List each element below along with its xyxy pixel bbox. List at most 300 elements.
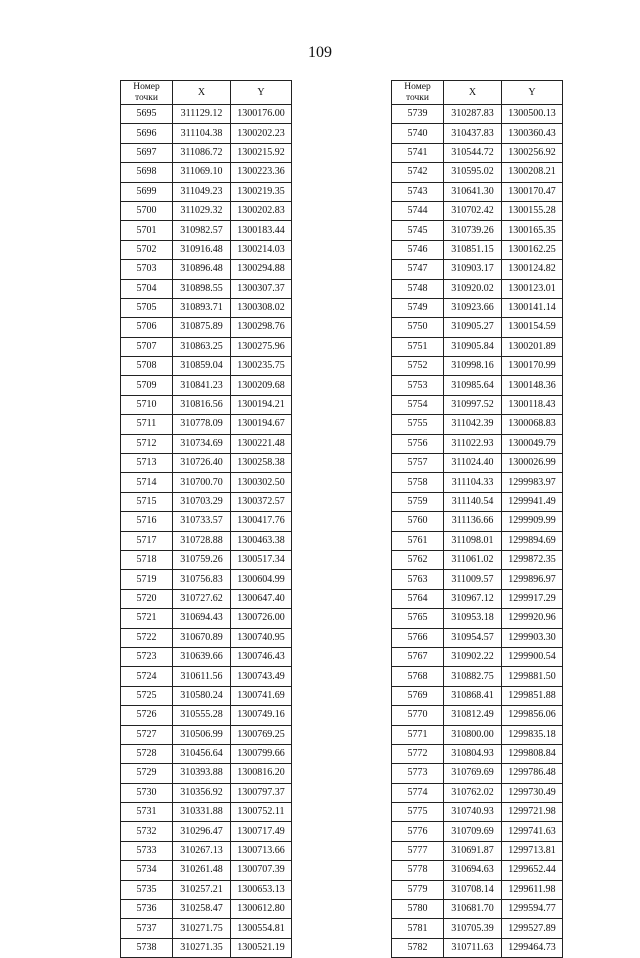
cell-y: 1300517.34 [231,550,292,569]
cell-y: 1299721.98 [502,803,563,822]
header-point-line1: Номер [133,82,160,93]
cell-x: 310544.72 [444,143,502,162]
cell-point-number: 5736 [121,900,173,919]
table-row [121,512,292,531]
cell-point-number: 5701 [121,221,173,240]
cell-y: 1299527.89 [502,919,563,938]
cell-y: 1300165.35 [502,221,563,240]
cell-y: 1300463.38 [231,531,292,550]
cell-y: 1299713.81 [502,841,563,860]
cell-y: 1300749.16 [231,706,292,725]
cell-x: 311009.57 [444,570,502,589]
cell-x: 310287.83 [444,105,502,124]
cell-x: 310896.48 [173,260,231,279]
cell-point-number: 5722 [121,628,173,647]
cell-y: 1300797.37 [231,783,292,802]
cell-point-number: 5761 [392,531,444,550]
cell-x: 311136.66 [444,512,502,531]
table-row [392,298,563,317]
cell-point-number: 5697 [121,143,173,162]
cell-y: 1300154.59 [502,318,563,337]
cell-point-number: 5757 [392,454,444,473]
table-row [121,861,292,880]
cell-point-number: 5754 [392,395,444,414]
cell-y: 1299920.96 [502,609,563,628]
cell-point-number: 5721 [121,609,173,628]
cell-point-number: 5709 [121,376,173,395]
cell-point-number: 5705 [121,298,173,317]
table-row [392,163,563,182]
cell-x: 310261.48 [173,861,231,880]
cell-x: 310670.89 [173,628,231,647]
table-row [392,337,563,356]
cell-point-number: 5728 [121,744,173,763]
cell-x: 310703.29 [173,492,231,511]
table-row [392,124,563,143]
table-row [392,221,563,240]
cell-y: 1300372.57 [231,492,292,511]
cell-point-number: 5696 [121,124,173,143]
cell-x: 310905.27 [444,318,502,337]
cell-x: 310271.75 [173,919,231,938]
cell-y: 1300148.36 [502,376,563,395]
cell-x: 310762.02 [444,783,502,802]
cell-point-number: 5699 [121,182,173,201]
cell-point-number: 5710 [121,395,173,414]
cell-y: 1300308.02 [231,298,292,317]
header-point-line2: точки [405,92,429,103]
cell-point-number: 5762 [392,550,444,569]
table-row [392,803,563,822]
cell-x: 310812.49 [444,706,502,725]
cell-y: 1300653.13 [231,880,292,899]
cell-y: 1300417.76 [231,512,292,531]
header-point-number [121,81,173,105]
cell-point-number: 5703 [121,260,173,279]
cell-point-number: 5775 [392,803,444,822]
cell-point-number: 5715 [121,492,173,511]
cell-y: 1299903.30 [502,628,563,647]
cell-y: 1299896.97 [502,570,563,589]
table-row [392,667,563,686]
table-row [121,803,292,822]
cell-y: 1299594.77 [502,900,563,919]
cell-x: 311098.01 [444,531,502,550]
cell-y: 1300221.48 [231,434,292,453]
table-row [392,725,563,744]
cell-x: 311104.33 [444,473,502,492]
table-row [392,531,563,550]
header-x: X [444,81,502,105]
cell-x: 310356.92 [173,783,231,802]
cell-y: 1300612.80 [231,900,292,919]
page-number: 109 [308,44,332,61]
table-row [392,105,563,124]
cell-y: 1300769.25 [231,725,292,744]
cell-x: 310393.88 [173,764,231,783]
table-row [121,182,292,201]
table-row [121,725,292,744]
cell-point-number: 5704 [121,279,173,298]
header-point-line1: Номер [404,82,431,93]
cell-y: 1300521.19 [231,938,292,957]
cell-y: 1300256.92 [502,143,563,162]
cell-x: 310916.48 [173,240,231,259]
cell-point-number: 5742 [392,163,444,182]
cell-point-number: 5750 [392,318,444,337]
cell-x: 310893.71 [173,298,231,317]
cell-x: 310296.47 [173,822,231,841]
cell-point-number: 5737 [121,919,173,938]
cell-point-number: 5733 [121,841,173,860]
table-header-row [121,81,292,105]
cell-point-number: 5768 [392,667,444,686]
cell-y: 1300219.35 [231,182,292,201]
cell-x: 310903.17 [444,260,502,279]
cell-x: 310691.87 [444,841,502,860]
cell-x: 310863.25 [173,337,231,356]
cell-x: 310694.63 [444,861,502,880]
table-row [392,473,563,492]
cell-y: 1300201.89 [502,337,563,356]
cell-point-number: 5717 [121,531,173,550]
header-point-number [392,81,444,105]
cell-x: 310739.26 [444,221,502,240]
cell-x: 310257.21 [173,880,231,899]
cell-x: 310437.83 [444,124,502,143]
cell-y: 1300302.50 [231,473,292,492]
table-row [121,686,292,705]
cell-x: 310271.35 [173,938,231,957]
cell-x: 310734.69 [173,434,231,453]
cell-y: 1300194.21 [231,395,292,414]
cell-x: 311029.32 [173,201,231,220]
cell-point-number: 5725 [121,686,173,705]
header-y: Y [502,81,563,105]
cell-y: 1300500.13 [502,105,563,124]
cell-point-number: 5770 [392,706,444,725]
cell-y: 1299611.98 [502,880,563,899]
cell-x: 311061.02 [444,550,502,569]
cell-point-number: 5724 [121,667,173,686]
cell-y: 1299786.48 [502,764,563,783]
cell-x: 310711.63 [444,938,502,957]
cell-point-number: 5732 [121,822,173,841]
cell-x: 311104.38 [173,124,231,143]
cell-point-number: 5729 [121,764,173,783]
table-row [121,143,292,162]
cell-y: 1300214.03 [231,240,292,259]
table-row [121,415,292,434]
table-row [392,919,563,938]
cell-x: 310506.99 [173,725,231,744]
cell-point-number: 5741 [392,143,444,162]
table-row [121,376,292,395]
cell-y: 1300176.00 [231,105,292,124]
cell-point-number: 5781 [392,919,444,938]
table-row [392,454,563,473]
cell-point-number: 5773 [392,764,444,783]
table-row [121,570,292,589]
cell-y: 1299941.49 [502,492,563,511]
cell-y: 1299909.99 [502,512,563,531]
cell-y: 1300298.76 [231,318,292,337]
cell-point-number: 5772 [392,744,444,763]
cell-point-number: 5698 [121,163,173,182]
cell-x: 310953.18 [444,609,502,628]
cell-point-number: 5771 [392,725,444,744]
cell-x: 310997.52 [444,395,502,414]
table-row [392,570,563,589]
cell-point-number: 5748 [392,279,444,298]
table-row [121,919,292,938]
cell-point-number: 5743 [392,182,444,201]
table-row [392,182,563,201]
cell-x: 310982.57 [173,221,231,240]
cell-x: 311086.72 [173,143,231,162]
table-row [392,861,563,880]
cell-point-number: 5702 [121,240,173,259]
table-row [392,357,563,376]
table-row [392,822,563,841]
cell-point-number: 5751 [392,337,444,356]
cell-y: 1300726.00 [231,609,292,628]
cell-point-number: 5707 [121,337,173,356]
table-row [121,609,292,628]
cell-point-number: 5720 [121,589,173,608]
cell-point-number: 5712 [121,434,173,453]
cell-x: 310902.22 [444,647,502,666]
cell-y: 1300275.96 [231,337,292,356]
cell-y: 1300123.01 [502,279,563,298]
cell-y: 1300170.99 [502,357,563,376]
table-row [392,512,563,531]
cell-x: 311022.93 [444,434,502,453]
cell-y: 1299983.97 [502,473,563,492]
cell-x: 310898.55 [173,279,231,298]
cell-y: 1300223.36 [231,163,292,182]
cell-x: 311140.54 [444,492,502,511]
cell-y: 1299808.84 [502,744,563,763]
cell-x: 310740.93 [444,803,502,822]
cell-point-number: 5766 [392,628,444,647]
table-row [121,337,292,356]
cell-y: 1300183.44 [231,221,292,240]
cell-point-number: 5706 [121,318,173,337]
table-row [121,880,292,899]
cell-y: 1300208.21 [502,163,563,182]
cell-y: 1300124.82 [502,260,563,279]
cell-x: 310258.47 [173,900,231,919]
cell-y: 1300799.66 [231,744,292,763]
cell-point-number: 5744 [392,201,444,220]
cell-y: 1300026.99 [502,454,563,473]
table-row [392,841,563,860]
cell-y: 1300743.49 [231,667,292,686]
table-row [392,240,563,259]
table-body-right [392,105,563,958]
table-row [392,900,563,919]
table-row [392,260,563,279]
header-point-line2: точки [134,92,158,103]
cell-point-number: 5738 [121,938,173,957]
table-row [121,434,292,453]
cell-x: 310905.84 [444,337,502,356]
table-row [121,783,292,802]
cell-y: 1300741.69 [231,686,292,705]
cell-x: 310800.00 [444,725,502,744]
cell-point-number: 5718 [121,550,173,569]
cell-y: 1300604.99 [231,570,292,589]
table-row [392,609,563,628]
cell-point-number: 5759 [392,492,444,511]
cell-y: 1300647.40 [231,589,292,608]
cell-point-number: 5776 [392,822,444,841]
table-row [121,395,292,414]
cell-point-number: 5726 [121,706,173,725]
cell-y: 1300707.39 [231,861,292,880]
table-row [121,357,292,376]
cell-y: 1300258.38 [231,454,292,473]
table-row [392,143,563,162]
cell-y: 1299464.73 [502,938,563,957]
cell-point-number: 5777 [392,841,444,860]
cell-y: 1300049.79 [502,434,563,453]
cell-x: 310985.64 [444,376,502,395]
cell-point-number: 5708 [121,357,173,376]
cell-point-number: 5734 [121,861,173,880]
cell-y: 1299872.35 [502,550,563,569]
table-row [121,124,292,143]
cell-x: 310882.75 [444,667,502,686]
cell-point-number: 5731 [121,803,173,822]
cell-y: 1300068.83 [502,415,563,434]
cell-point-number: 5716 [121,512,173,531]
cell-y: 1300155.28 [502,201,563,220]
cell-x: 310267.13 [173,841,231,860]
table-row [121,764,292,783]
cell-y: 1300162.25 [502,240,563,259]
table-row [392,783,563,802]
cell-y: 1300746.43 [231,647,292,666]
cell-x: 310967.12 [444,589,502,608]
cell-x: 311024.40 [444,454,502,473]
cell-x: 310727.62 [173,589,231,608]
cell-y: 1300360.43 [502,124,563,143]
cell-y: 1300713.66 [231,841,292,860]
table-row [121,298,292,317]
cell-y: 1300194.67 [231,415,292,434]
table-row [392,744,563,763]
cell-point-number: 5719 [121,570,173,589]
cell-y: 1299851.88 [502,686,563,705]
table-row [121,492,292,511]
table-row [121,628,292,647]
table-row [121,706,292,725]
cell-x: 310859.04 [173,357,231,376]
cell-x: 311049.23 [173,182,231,201]
cell-point-number: 5758 [392,473,444,492]
table-row [121,900,292,919]
cell-y: 1300307.37 [231,279,292,298]
cell-y: 1300202.83 [231,201,292,220]
cell-point-number: 5752 [392,357,444,376]
cell-point-number: 5714 [121,473,173,492]
cell-x: 310769.69 [444,764,502,783]
table-body-left [121,105,292,958]
cell-x: 310954.57 [444,628,502,647]
table-row [392,492,563,511]
cell-y: 1299652.44 [502,861,563,880]
cell-y: 1299900.54 [502,647,563,666]
cell-y: 1299835.18 [502,725,563,744]
cell-x: 310456.64 [173,744,231,763]
cell-x: 310875.89 [173,318,231,337]
table-row [392,415,563,434]
table-row [121,822,292,841]
cell-x: 311042.39 [444,415,502,434]
cell-x: 310726.40 [173,454,231,473]
cell-point-number: 5739 [392,105,444,124]
cell-y: 1300118.43 [502,395,563,414]
table-row [392,201,563,220]
cell-point-number: 5782 [392,938,444,957]
table-row [121,589,292,608]
table-row [121,240,292,259]
cell-point-number: 5774 [392,783,444,802]
table-row [121,647,292,666]
cell-x: 310639.66 [173,647,231,666]
cell-x: 310759.26 [173,550,231,569]
cell-y: 1300215.92 [231,143,292,162]
cell-y: 1299881.50 [502,667,563,686]
cell-point-number: 5753 [392,376,444,395]
cell-x: 310694.43 [173,609,231,628]
table-row [121,454,292,473]
cell-point-number: 5735 [121,880,173,899]
cell-y: 1299730.49 [502,783,563,802]
header-y: Y [231,81,292,105]
cell-x: 310841.23 [173,376,231,395]
cell-x: 310700.70 [173,473,231,492]
cell-x: 310702.42 [444,201,502,220]
cell-point-number: 5755 [392,415,444,434]
table-row [392,880,563,899]
cell-point-number: 5765 [392,609,444,628]
table-row [121,841,292,860]
table-row [121,667,292,686]
cell-y: 1300294.88 [231,260,292,279]
cell-y: 1300202.23 [231,124,292,143]
table-row [121,260,292,279]
cell-x: 310804.93 [444,744,502,763]
cell-y: 1300717.49 [231,822,292,841]
table-row [121,201,292,220]
table-row [392,686,563,705]
cell-x: 310555.28 [173,706,231,725]
coordinates-table-right [391,80,563,958]
table-row [392,938,563,957]
cell-point-number: 5700 [121,201,173,220]
table-row [121,279,292,298]
table-row [121,221,292,240]
cell-point-number: 5695 [121,105,173,124]
cell-x: 311069.10 [173,163,231,182]
cell-x: 310641.30 [444,182,502,201]
table-row [392,434,563,453]
table-row [392,628,563,647]
cell-point-number: 5746 [392,240,444,259]
